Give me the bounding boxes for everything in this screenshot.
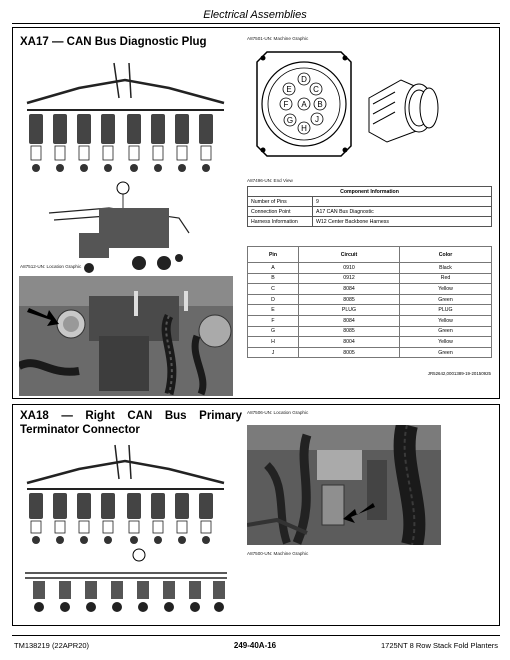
table-row: C 8084 Yellow <box>248 284 492 295</box>
footer-page-number: 249-40A-16 <box>233 641 277 650</box>
xa17-title: XA17 — CAN Bus Diagnostic Plug <box>20 36 207 48</box>
connector-end-view <box>253 46 355 162</box>
table-row: D 8085 Green <box>248 294 492 305</box>
table-row: Number of Pins 9 <box>248 197 492 207</box>
xa18-section <box>12 404 500 626</box>
xa17-end-view-caption: A87496-UN: End View <box>247 178 293 183</box>
table-row: J 8005 Green <box>248 347 492 358</box>
pin-header: Pin <box>248 247 299 263</box>
xa18-location-photo <box>247 425 441 545</box>
xa17-doc-id: JR52642,0001389-19-20150925 <box>427 371 491 376</box>
pin-label-g: G <box>286 116 294 125</box>
circuit-header: Circuit <box>299 247 400 263</box>
xa18-planter-graphic <box>19 443 233 621</box>
table-row: Connection Point A17 CAN Bus Diagnostic <box>248 207 492 217</box>
component-info-heading: Component Information <box>248 187 492 197</box>
pin-label-e: E <box>286 85 292 94</box>
xa18-title-line2: Terminator Connector <box>20 424 140 436</box>
pin-label-f: F <box>283 100 289 109</box>
footer-manual-title: 1725NT 8 Row Stack Fold Planters <box>380 641 498 650</box>
table-row: E PLUG PLUG <box>248 305 492 316</box>
pin-label-j: J <box>315 115 319 124</box>
header-rule <box>12 23 500 24</box>
connector-3d-illustration <box>361 68 441 146</box>
xa17-machine-caption: A87501-UN: Machine Graphic <box>247 36 309 41</box>
component-info-table <box>247 186 492 227</box>
xa17-section <box>12 27 500 399</box>
table-row: H 8004 Yellow <box>248 337 492 348</box>
table-row: A 0910 Black <box>248 263 492 274</box>
xa17-location-caption: A87512-UN: Location Graphic <box>20 264 82 269</box>
page-header-title: Electrical Assemblies <box>203 9 307 21</box>
xa18-location-caption: A87506-UN: Location Graphic <box>247 410 309 415</box>
table-row: G 8085 Green <box>248 326 492 337</box>
xa18-photo-illustration <box>247 425 441 545</box>
table-row: F 8084 Yellow <box>248 315 492 326</box>
pin-circuit-table <box>247 246 492 358</box>
xa18-machine-caption: A87500-UN: Machine Graphic <box>247 551 309 556</box>
footer-rule <box>12 635 500 636</box>
xa17-location-photo <box>19 276 233 396</box>
color-header: Color <box>400 247 492 263</box>
table-row: Harness Information W12 Center Backbone Harness <box>248 217 492 227</box>
xa17-planter-graphic <box>19 58 231 288</box>
pin-label-b: B <box>317 100 323 109</box>
pin-label-c: C <box>313 85 319 94</box>
xa18-title-line1: XA18 — Right CAN Bus Primary <box>20 410 242 422</box>
pin-label-h: H <box>301 124 307 133</box>
footer-doc-number: TM138219 (22APR20) <box>14 641 90 650</box>
table-row: B 0912 Red <box>248 273 492 284</box>
pin-label-d: D <box>301 75 307 84</box>
xa17-photo-illustration <box>19 276 233 396</box>
pin-label-a: A <box>301 100 307 109</box>
